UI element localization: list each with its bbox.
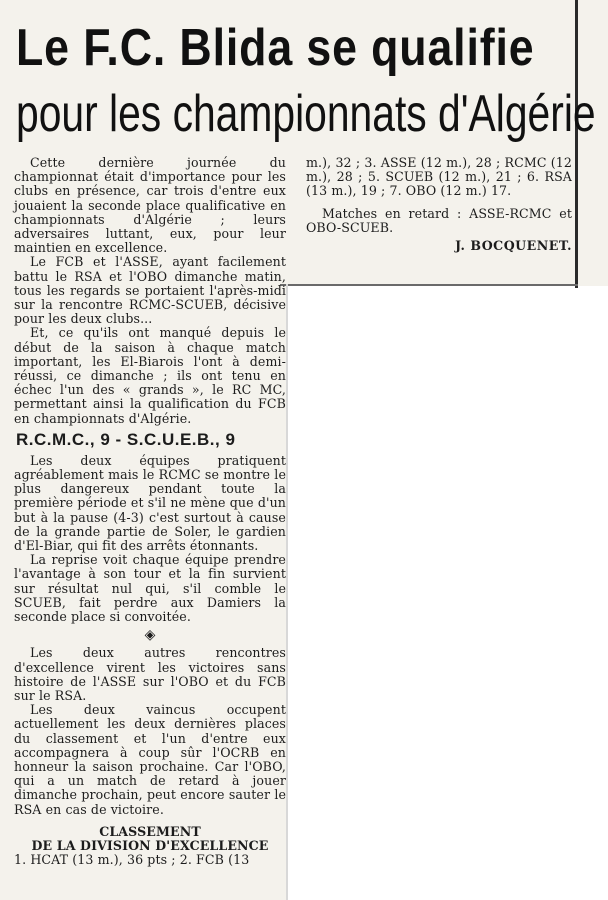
intro-paragraph: Et, ce qu'ils ont manqué depuis le début de la saison à chaque match important, les El-Biarois l'ont à demi-réussi, ce dimanche ; ils ont tenu en échec l'un des « grands », le RC MC, permettant ainsi la qualification du FCB en championnats d'Algérie.: [14, 325, 286, 426]
headline-line-1: Le F.C. Blida se qualifie: [16, 19, 535, 77]
standings-heading-line-1: CLASSEMENT: [99, 823, 201, 839]
separator-ornament-icon: ◈: [144, 627, 156, 644]
match-paragraph: La reprise voit chaque équipe prendre l'avantage à son tour et la fin survient sur résultat nul qui, s'il comble le SCUEB, fait perdre aux Damiers la seconde place si convoitée.: [14, 552, 286, 625]
right-column: [306, 156, 572, 253]
clipping-cutout: [288, 286, 608, 900]
other-matches-paragraph: Les deux vaincus occupent actuellement les deux dernières places du classement et l'un d'entre eux accompagnera à coup sûr l'OCRB en honneur la saison prochaine. Car l'OBO, qui a un match de retard à jouer dimanche prochain, peut encore sauter le RSA en cas de victoire.: [14, 702, 286, 817]
match-paragraph: Les deux équipes pratiquent agréablement mais le RCMC se montre le plus dangereux pendant toute la première période et s'il ne mène que d'un but à la pause (4-3) c'est surtout à cause de la grande partie de Soler, le gardien d'El-Biar, qui fit des arrêts étonnants.: [14, 452, 286, 554]
left-column: [14, 156, 286, 867]
headline-line-2: pour les championnats d'Algérie: [16, 85, 596, 143]
standings-text-start: 1. HCAT (13 m.), 36 pts ; 2. FCB (13: [14, 852, 250, 868]
intro-paragraph: Le FCB et l'ASSE, ayant facilement battu le RSA et l'OBO dimanche matin, tous les regards se portaient l'après-midi sur la rencontre RCMC-SCUEB, décisive pour les deux clubs...: [14, 254, 286, 327]
late-matches: Matches en retard : ASSE-RCMC et OBO-SCUEB.: [306, 205, 572, 235]
clipping-cut-edge-vertical: [286, 284, 288, 900]
standings-text-continued: m.), 32 ; 3. ASSE (12 m.), 28 ; RCMC (12 m.), 28 ; 5. SCUEB (12 m.), 21 ; 6. RSA (13 m.), 19 ; 7. OBO (12 m.) 17.: [306, 155, 572, 199]
match-heading: R.C.M.C., 9 - S.C.U.E.B., 9: [16, 429, 236, 449]
standings-heading-line-2: DE LA DIVISION D'EXCELLENCE: [31, 837, 269, 853]
standings-heading: [14, 825, 286, 853]
other-matches-paragraph: Les deux autres rencontres d'excellence virent les victoires sans histoire de l'ASSE sur l'OBO et du FCB sur le RSA.: [14, 645, 286, 703]
clipping-right-edge: [575, 0, 578, 288]
clipping-cut-edge: [280, 284, 578, 286]
author-signature: J. BOCQUENET.: [455, 238, 572, 254]
intro-paragraph: Cette dernière journée du championnat était d'importance pour les clubs en présence, car trois d'entre eux jouaient la seconde place qualificative en championnats d'Algérie ; leurs adversaires luttant, eux, pour leur maintien en excellence.: [14, 155, 286, 256]
